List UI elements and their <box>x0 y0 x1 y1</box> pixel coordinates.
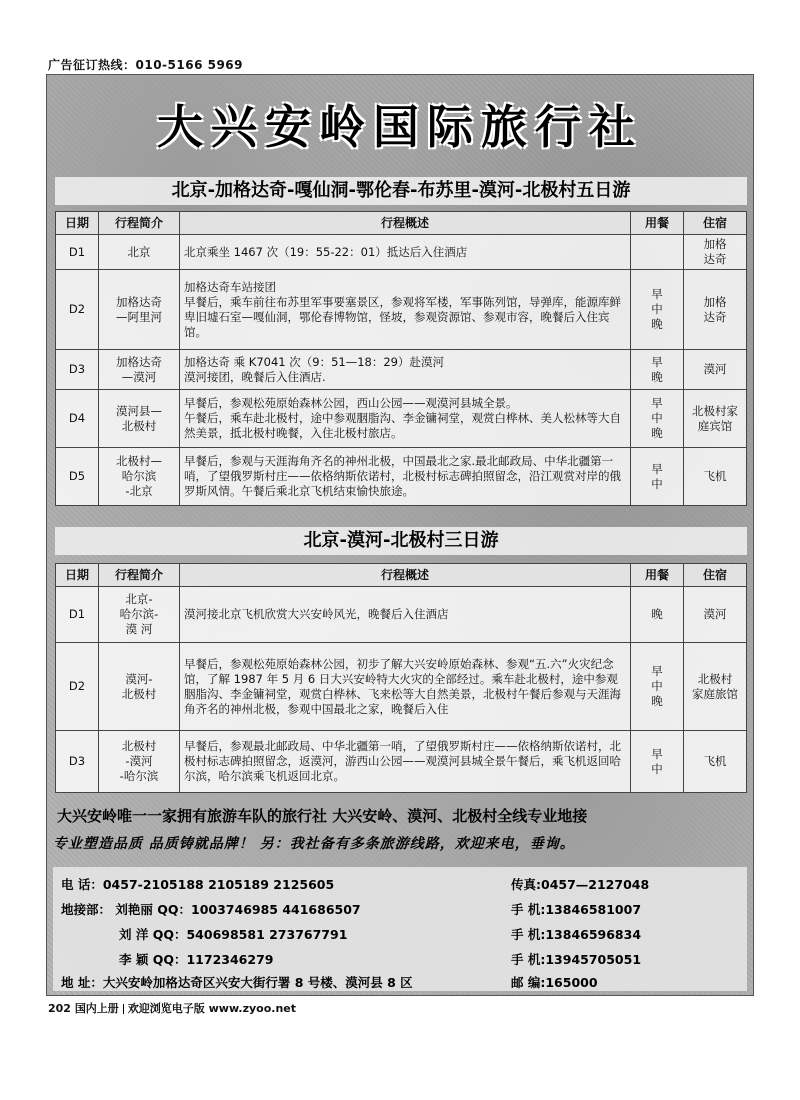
section-name: 国内上册 <box>74 1002 119 1015</box>
mobile-number: 手 机:13945705051 <box>511 952 642 967</box>
cell-desc: 早餐后，参观与天涯海角齐名的神州北极，中国最北之家.最北邮政局、中华北疆第一哨，了望俄罗斯村庄——依格纳斯依诺村，北极村标志碑拍照留念，沿江观赏对岸的俄罗斯风情。午餐后乘北京飞机结束愉快旅途。 <box>180 448 631 506</box>
cell-day: D1 <box>56 587 99 643</box>
cell-day: D2 <box>56 643 99 731</box>
slogan-secondary: 专业塑造品质 品质铸就品牌！ 另：我社备有多条旅游线路，欢迎来电，垂询。 <box>53 836 575 852</box>
postcode: 邮 编:165000 <box>511 975 598 990</box>
cell-meal: 早 中 晚 <box>631 270 684 350</box>
mobile-number: 手 机:13846596834 <box>511 927 642 942</box>
col-meal: 用餐 <box>631 212 684 235</box>
route2-table <box>55 563 747 793</box>
col-desc: 行程概述 <box>180 564 631 587</box>
qq-label: QQ： <box>152 952 187 967</box>
cell-stay: 加格 达奇 <box>684 235 747 270</box>
cell-brief: 加格达奇 —阿里河 <box>99 270 180 350</box>
cell-meal: 晚 <box>631 587 684 643</box>
cell-meal <box>631 235 684 270</box>
cell-meal: 早 中 <box>631 731 684 793</box>
cell-stay: 北极村家 庭宾馆 <box>684 390 747 448</box>
contact-panel <box>53 867 747 991</box>
cell-brief: 加格达奇 —漠河 <box>99 350 180 390</box>
col-brief: 行程简介 <box>99 564 180 587</box>
cell-stay: 漠河 <box>684 350 747 390</box>
cell-desc: 加格达奇车站接团 早餐后，乘车前往布苏里军事要塞景区，参观将军楼，军事陈列馆，导弹库，能源库鲜卑旧墟石室—嘎仙洞，鄂伦春博物馆，怪坡，参观资源馆、参观市容，晚餐后入住宾馆。 <box>180 270 631 350</box>
slogan-primary: 大兴安岭唯一一家拥有旅游车队的旅行社 大兴安岭、漠河、北极村全线专业地接 <box>57 807 588 825</box>
table-row <box>56 270 747 350</box>
table-row <box>56 643 747 731</box>
col-date: 日期 <box>56 564 99 587</box>
col-desc: 行程概述 <box>180 212 631 235</box>
cell-day: D3 <box>56 731 99 793</box>
address-text: 大兴安岭加格达奇区兴安大街行署 8 号楼、漠河县 8 区 <box>102 975 413 990</box>
cell-stay: 飞机 <box>684 448 747 506</box>
table-row <box>56 235 747 270</box>
address-line <box>61 973 413 991</box>
phone-label: 电 话： <box>61 877 103 892</box>
table-row <box>56 448 747 506</box>
cell-meal: 早 中 晚 <box>631 643 684 731</box>
table-row <box>56 350 747 390</box>
person-name: 李 颖 <box>119 952 149 967</box>
cell-brief: 北极村— 哈尔滨 -北京 <box>99 448 180 506</box>
cell-day: D4 <box>56 390 99 448</box>
cell-day: D5 <box>56 448 99 506</box>
cell-desc: 早餐后，参观最北邮政局、中华北疆第一哨，了望俄罗斯村庄——依格纳斯依诺村，北极村标志碑拍照留念，返漠河，游西山公园——观漠河县城全景午餐后，乘飞机返回哈尔滨，哈尔滨乘飞机返回北京。 <box>180 731 631 793</box>
person-name: 刘艳丽 <box>115 902 153 917</box>
page-number: 202 <box>48 1002 71 1015</box>
ad-hotline: 广告征订热线：010-5166 5969 <box>48 58 244 72</box>
col-stay: 住宿 <box>684 564 747 587</box>
contact-person-2 <box>119 925 347 943</box>
dijie-label: 地接部： <box>61 902 112 917</box>
website-text: 欢迎浏览电子版 www.zyoo.net <box>127 1002 297 1015</box>
cell-brief: 漠河县— 北极村 <box>99 390 180 448</box>
cell-meal: 早 中 晚 <box>631 390 684 448</box>
col-stay: 住宿 <box>684 212 747 235</box>
route1-title: 北京-加格达奇-嘎仙洞-鄂伦春-布苏里-漠河-北极村五日游 <box>55 177 747 205</box>
mobile-number: 手 机:13846581007 <box>511 902 642 917</box>
cell-brief: 漠河- 北极村 <box>99 643 180 731</box>
page-footer <box>48 1000 296 1016</box>
qq-label: QQ： <box>152 927 187 942</box>
cell-brief: 北京- 哈尔滨- 漠 河 <box>99 587 180 643</box>
phone-line <box>61 875 334 893</box>
contact-person-1 <box>61 900 361 918</box>
cell-day: D2 <box>56 270 99 350</box>
contact-person-3 <box>119 950 273 968</box>
table-row <box>56 731 747 793</box>
person-name: 刘 洋 <box>119 927 149 942</box>
cell-day: D3 <box>56 350 99 390</box>
cell-meal: 早 晚 <box>631 350 684 390</box>
col-brief: 行程简介 <box>99 212 180 235</box>
route2-title: 北京-漠河-北极村三日游 <box>55 527 747 555</box>
cell-stay: 漠河 <box>684 587 747 643</box>
qq-number: 1003746985 441686507 <box>191 902 361 917</box>
cell-stay: 加格 达奇 <box>684 270 747 350</box>
qq-number: 1172346279 <box>186 952 274 967</box>
qq-label: QQ： <box>157 902 192 917</box>
address-label: 地 址： <box>61 975 103 990</box>
cell-desc: 早餐后，参观松苑原始森林公园，西山公园——观漠河县城全景。 午餐后，乘车赴北极村，途中参观胭脂沟、李金镛祠堂，观赏白桦林、美人松林等大自然美景，抵北极村晚餐，入住北极村旅店。 <box>180 390 631 448</box>
divider <box>123 1004 124 1014</box>
qq-number: 540698581 273767791 <box>186 927 348 942</box>
cell-desc: 漠河接北京飞机欣赏大兴安岭风光，晚餐后入住酒店 <box>180 587 631 643</box>
cell-stay: 北极村 家庭旅馆 <box>684 643 747 731</box>
cell-brief: 北极村 -漠河 -哈尔滨 <box>99 731 180 793</box>
col-meal: 用餐 <box>631 564 684 587</box>
route1-table <box>55 211 747 506</box>
cell-desc: 北京乘坐 1467 次（19：55-22：01）抵达后入住酒店 <box>180 235 631 270</box>
ad-frame <box>46 74 754 996</box>
cell-desc: 早餐后，参观松苑原始森林公园，初步了解大兴安岭原始森林、参观“五.六”火灾纪念馆，了解 1987 年 5 月 6 日大兴安岭特大火灾的全部经过。乘车赴北极村，途中参观胭脂沟、李金镛祠堂，观赏白桦林、飞来松等大自然美景，北极村午餐后参观与天涯海角齐名的神州北极，参观中国最北之家，晚餐后入住 <box>180 643 631 731</box>
agency-title: 大兴安岭国际旅行社 <box>157 100 643 154</box>
table-row <box>56 587 747 643</box>
phone-numbers: 0457-2105188 2105189 2125605 <box>102 877 335 892</box>
cell-brief: 北京 <box>99 235 180 270</box>
fax-number: 传真:0457—2127048 <box>511 877 650 892</box>
cell-stay: 飞机 <box>684 731 747 793</box>
table-row <box>56 390 747 448</box>
cell-day: D1 <box>56 235 99 270</box>
cell-meal: 早 中 <box>631 448 684 506</box>
cell-desc: 加格达奇 乘 K7041 次（9：51—18：29）赴漠河 漠河接团，晚餐后入住酒店. <box>180 350 631 390</box>
col-date: 日期 <box>56 212 99 235</box>
